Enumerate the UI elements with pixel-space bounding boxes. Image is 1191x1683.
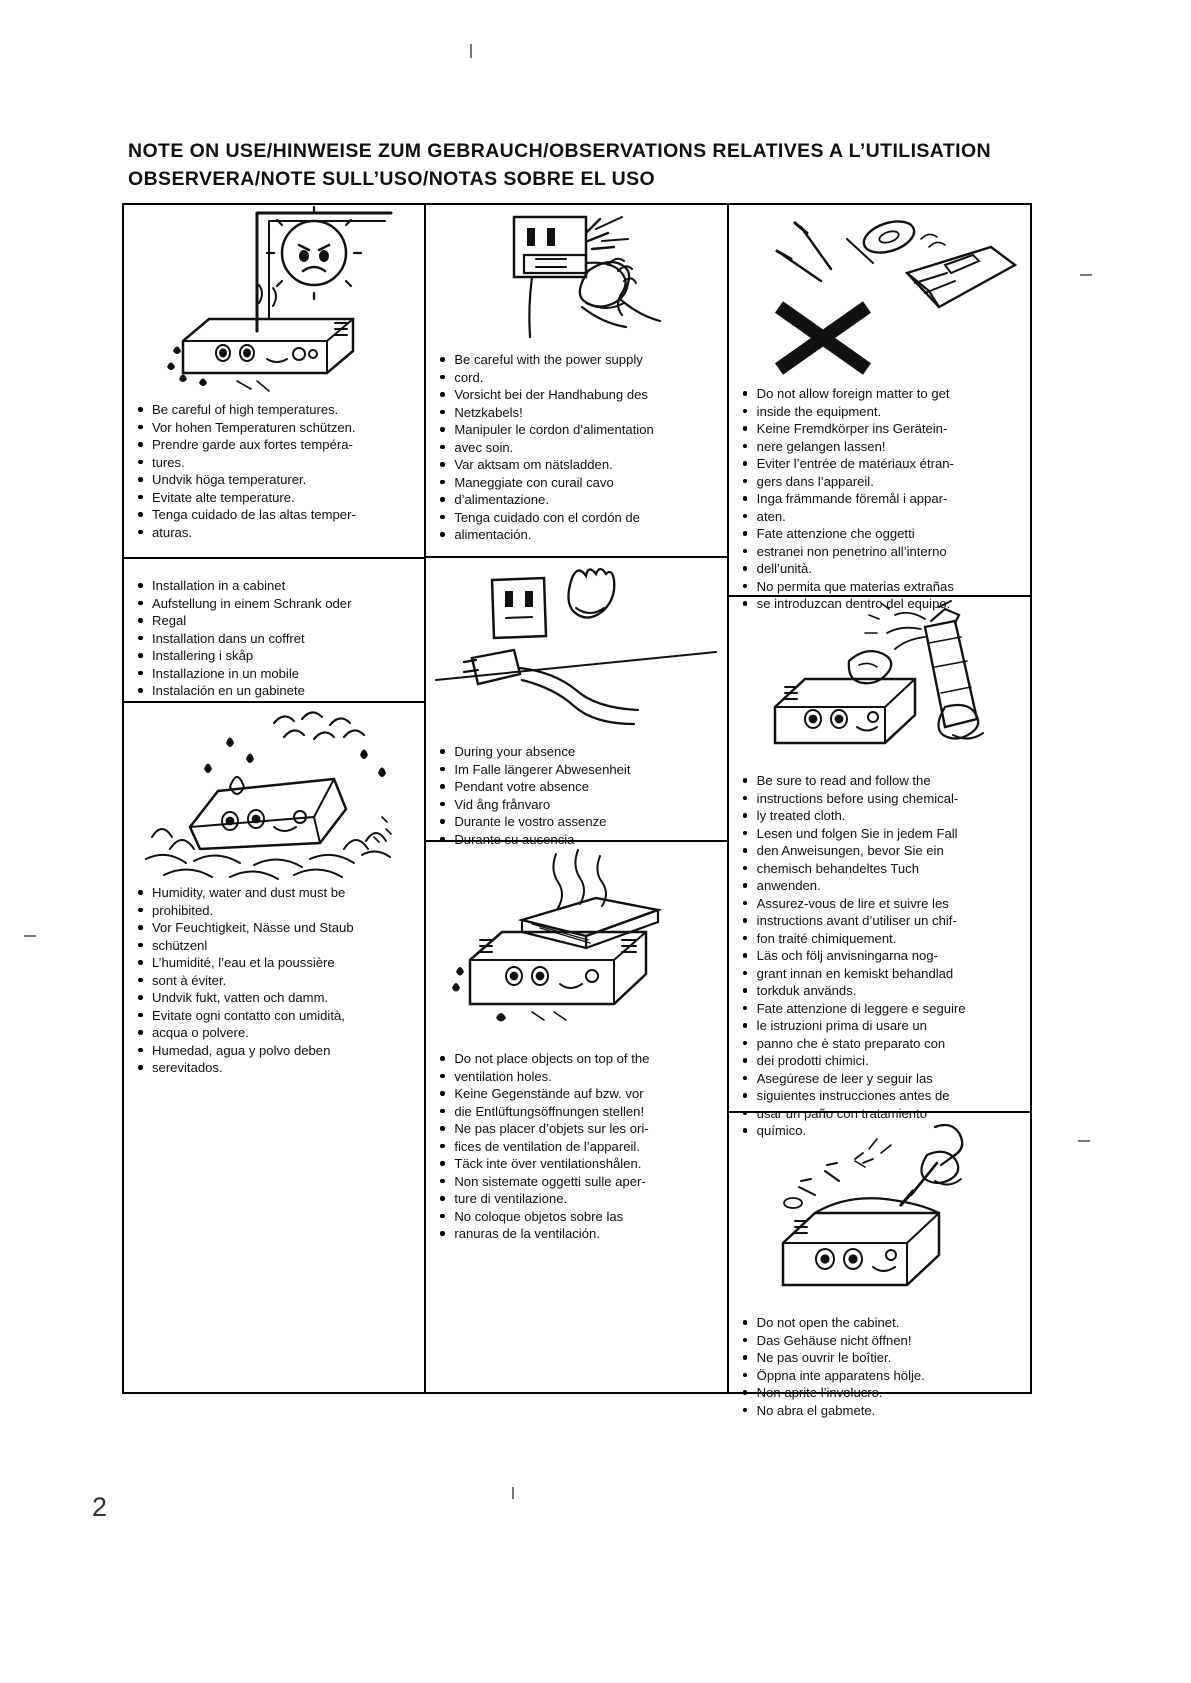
list-item: Undvik höga temperaturer. <box>132 471 416 488</box>
list-item: Fate attenzione di leggere e seguire <box>737 1000 1022 1017</box>
absence-list <box>434 743 718 848</box>
column-right <box>729 205 1030 1418</box>
list-item: Asegúrese de leer y seguir las <box>737 1070 1022 1087</box>
list-item: Keine Fremdkörper ins Gerätein- <box>737 420 1022 437</box>
list-item: Ne pas ouvrir le boîtier. <box>737 1349 1022 1366</box>
list-item-continuation: ranuras de la ventilación. <box>434 1225 718 1242</box>
list-item-continuation: dell’unità. <box>737 560 1022 577</box>
list-item: Vid ång frånvaro <box>434 796 718 813</box>
list-item: Installazione in un mobile <box>132 665 416 682</box>
list-item: Vor hohen Temperaturen schützen. <box>132 419 416 436</box>
panel-humidity <box>124 701 424 1392</box>
foreign-matter-list <box>737 385 1022 612</box>
list-item-continuation: torkduk används. <box>737 982 1022 999</box>
panel-absence <box>426 556 726 847</box>
list-item-continuation: gers dans l’appareil. <box>737 473 1022 490</box>
panel-foreign-matter <box>729 205 1030 612</box>
list-item: Eviter l’entrée de matériaux étran- <box>737 455 1022 472</box>
list-item: Installation dans un coffret <box>132 630 416 647</box>
list-item-continuation: panno che è stato preparato con <box>737 1035 1022 1052</box>
list-item: Non sistemate oggetti sulle aper- <box>434 1173 718 1190</box>
page-title-line-2: OBSERVERA/NOTE SULL’USO/NOTAS SOBRE EL USO <box>128 167 656 190</box>
panel-do-not-open <box>729 1111 1030 1427</box>
list-item: Tenga cuidado con el cordón de <box>434 509 718 526</box>
list-item-continuation: instructions before using chemical- <box>737 790 1022 807</box>
panel-cabinet-installation <box>124 557 424 701</box>
list-item-continuation: sont à éviter. <box>132 972 416 989</box>
spray-can-and-cloth-on-unit-illustration <box>737 603 1022 768</box>
list-item-continuation: ly treated cloth. <box>737 807 1022 824</box>
panel-ventilation <box>426 840 726 1392</box>
list-item-continuation: ventilation holes. <box>434 1068 718 1085</box>
list-item-continuation: schützenl <box>132 937 416 954</box>
chemical-cloth-list <box>737 772 1022 1139</box>
list-item: Manipuler le cordon d’alimentation <box>434 421 718 438</box>
power-cord-list <box>434 351 718 543</box>
sweating-amplifier-in-water-illustration <box>132 709 416 884</box>
list-item-continuation: nere gelangen lassen! <box>737 438 1022 455</box>
list-item: Keine Gegenstände auf bzw. vor <box>434 1085 718 1102</box>
list-item: Do not open the cabinet. <box>737 1314 1022 1331</box>
list-item: Das Gehäuse nicht öffnen! <box>737 1332 1022 1349</box>
list-item: Aufstellung in einem Schrank oder <box>132 595 416 612</box>
list-item-continuation: serevitados. <box>132 1059 416 1076</box>
nails-pins-falling-into-unit-with-x-mark-illustration <box>737 211 1022 383</box>
page-title <box>128 138 1088 193</box>
list-item: Öppna inte apparatens hölje. <box>737 1367 1022 1384</box>
registration-mark-right-upper <box>1080 274 1092 276</box>
list-item: Evitate ogni contatto con umidità, <box>132 1007 416 1024</box>
list-item: Var aktsam om nätsladden. <box>434 456 718 473</box>
high-temperature-list <box>132 401 416 541</box>
list-item-continuation: se introduzcan dentro del equipo. <box>737 595 1022 612</box>
list-item: Tenga cuidado de las altas temper- <box>132 506 416 523</box>
list-item: Installering i skåp <box>132 647 416 664</box>
registration-mark-bottom <box>512 1487 514 1499</box>
sun-and-hot-amplifier-illustration <box>132 211 416 401</box>
registration-mark-right-lower <box>1078 1140 1090 1142</box>
list-item-continuation: estranei non penetrino all’interno <box>737 543 1022 560</box>
list-item: Ne pas placer d’objets sur les ori- <box>434 1120 718 1137</box>
registration-mark-top <box>470 44 472 58</box>
list-item: Lesen und folgen Sie in jedem Fall <box>737 825 1022 842</box>
list-item: No permita que materias extrañas <box>737 578 1022 595</box>
safety-notes-grid <box>122 203 1032 1418</box>
column-middle <box>426 205 728 1392</box>
humidity-list <box>132 884 416 1076</box>
list-item-continuation: Regal <box>132 612 416 629</box>
list-item: Instalación en un gabinete <box>132 682 416 699</box>
list-item: Humidity, water and dust must be <box>132 884 416 901</box>
list-item: Be careful of high temperatures. <box>132 401 416 418</box>
list-item: Durante le vostro assenze <box>434 813 718 830</box>
list-item-continuation: aten. <box>737 508 1022 525</box>
list-item: L’humidité, l’eau et la poussière <box>132 954 416 971</box>
list-item-continuation: cord. <box>434 369 718 386</box>
list-item-continuation: avec soin. <box>434 439 718 456</box>
list-item: Prendre garde aux fortes tempéra- <box>132 436 416 453</box>
list-item: Installation in a cabinet <box>132 577 416 594</box>
list-item: Non aprite l’involucro. <box>737 1384 1022 1401</box>
list-item: Täck inte över ventilationshålen. <box>434 1155 718 1172</box>
list-item-continuation: grant innan en kemiskt behandlad <box>737 965 1022 982</box>
list-item: During your absence <box>434 743 718 760</box>
list-item: No coloque objetos sobre las <box>434 1208 718 1225</box>
list-item-continuation: ture di ventilazione. <box>434 1190 718 1207</box>
do-not-open-list <box>737 1314 1022 1419</box>
list-item: Vor Feuchtigkeit, Nässe und Staub <box>132 919 416 936</box>
hand-pulling-plug-from-outlet-illustration <box>434 211 718 351</box>
book-on-top-of-hot-amplifier-illustration <box>434 848 718 1038</box>
list-item-continuation: instructions avant d’utiliser un chif- <box>737 912 1022 929</box>
list-item: Be sure to read and follow the <box>737 772 1022 789</box>
list-item-continuation: chemisch behandeltes Tuch <box>737 860 1022 877</box>
panel-high-temperature <box>124 205 424 557</box>
list-item: Inga främmande föremål i appar- <box>737 490 1022 507</box>
list-item-continuation: prohibited. <box>132 902 416 919</box>
list-item-continuation: aturas. <box>132 524 416 541</box>
list-item: Fate attenzione che oggetti <box>737 525 1022 542</box>
list-item-continuation: tures. <box>132 454 416 471</box>
list-item: Assurez-vous de lire et suivre les <box>737 895 1022 912</box>
panel-chemical-cloth <box>729 595 1030 1139</box>
list-item: Vorsicht bei der Handhabung des <box>434 386 718 403</box>
list-item: Im Falle längerer Abwesenheit <box>434 761 718 778</box>
ventilation-list <box>434 1050 718 1242</box>
list-item: Läs och följ anvisningarna nog- <box>737 947 1022 964</box>
list-item: No abra el gabmete. <box>737 1402 1022 1419</box>
cabinet-installation-list <box>132 577 416 699</box>
list-item: Be careful with the power supply <box>434 351 718 368</box>
list-item-continuation: fices de ventilation de l’appareil. <box>434 1138 718 1155</box>
list-item-continuation: le istruzioni prima di usare un <box>737 1017 1022 1034</box>
list-item-continuation: die Entlüftungsöffnungen stellen! <box>434 1103 718 1120</box>
panel-power-cord <box>426 205 726 556</box>
list-item-continuation: Netzkabels! <box>434 404 718 421</box>
list-item-continuation: fon traité chimiquement. <box>737 930 1022 947</box>
list-item-continuation: alimentación. <box>434 526 718 543</box>
screwdriver-opening-cabinet-illustration <box>737 1119 1022 1304</box>
page-title-line-1: NOTE ON USE/HINWEISE ZUM GEBRAUCH/OBSERVATIONS RELATIVES A L’UTILISATION <box>128 140 992 162</box>
list-item-continuation: usar un paño con tratamiento <box>737 1105 1022 1122</box>
list-item-continuation: d’alimentazione. <box>434 491 718 508</box>
list-item-continuation: anwenden. <box>737 877 1022 894</box>
page-number: 2 <box>92 1492 108 1522</box>
column-left <box>124 205 426 1392</box>
list-item-continuation: químico. <box>737 1122 1022 1139</box>
list-item-continuation: acqua o polvere. <box>132 1024 416 1041</box>
list-item: Evitate alte temperature. <box>132 489 416 506</box>
list-item-continuation: inside the equipment. <box>737 403 1022 420</box>
list-item-continuation: siguientes instrucciones antes de <box>737 1087 1022 1104</box>
registration-mark-left <box>24 935 36 937</box>
list-item: Do not allow foreign matter to get <box>737 385 1022 402</box>
list-item: Maneggiate con curail cavo <box>434 474 718 491</box>
list-item: Durante su ausencia <box>434 831 718 848</box>
unplugged-cord-and-waving-hand-illustration <box>434 564 718 739</box>
list-item: Undvik fukt, vatten och damm. <box>132 989 416 1006</box>
list-item-continuation: den Anweisungen, bevor Sie ein <box>737 842 1022 859</box>
list-item: Humedad, agua y polvo deben <box>132 1042 416 1059</box>
list-item-continuation: dei prodotti chimici. <box>737 1052 1022 1069</box>
list-item: Pendant votre absence <box>434 778 718 795</box>
list-item: Do not place objects on top of the <box>434 1050 718 1067</box>
